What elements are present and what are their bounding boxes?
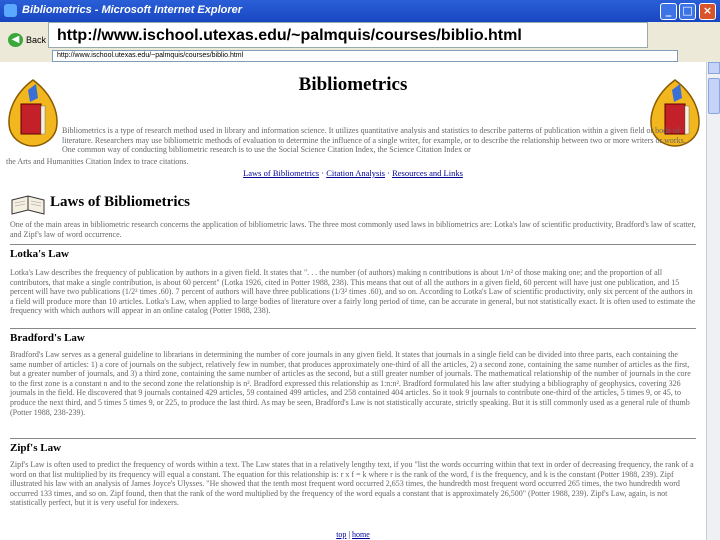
link-citation-analysis[interactable]: Citation Analysis — [326, 168, 385, 178]
back-button-label[interactable]: Back — [26, 35, 47, 45]
scroll-thumb[interactable] — [708, 78, 720, 114]
vertical-scrollbar[interactable] — [706, 62, 720, 540]
section-heading-lotka: Lotka's Law — [10, 248, 69, 260]
link-home[interactable]: home — [352, 530, 370, 539]
scroll-up-button[interactable] — [708, 62, 720, 74]
laws-intro: One of the main areas in bibliometric research concerns the application of bibliometric laws. The three most commonly used laws in bibliometrics are: Lotka's law of scientific productivity, Bradford's law of scatter, and Zipf's law of word occurrence. — [10, 220, 696, 239]
section-heading-bradford: Bradford's Law — [10, 332, 85, 344]
laws-heading: Laws of Bibliometrics — [50, 194, 190, 210]
link-laws[interactable]: Laws of Bibliometrics — [243, 168, 320, 178]
page-content — [0, 62, 706, 540]
minimize-button[interactable]: _ — [660, 3, 677, 20]
top-links: Laws of Bibliometrics · Citation Analysis · Resources and Links — [243, 168, 463, 178]
divider — [10, 328, 696, 329]
ie-logo-icon — [4, 4, 17, 17]
link-resources[interactable]: Resources and Links — [392, 168, 463, 178]
open-book-icon — [10, 194, 46, 216]
close-button[interactable]: × — [699, 3, 716, 20]
title-bar — [0, 0, 720, 22]
page-title: Bibliometrics — [298, 74, 408, 95]
window-title: Bibliometrics - Microsoft Internet Explorer — [22, 4, 243, 16]
link-top[interactable]: top — [336, 530, 347, 539]
bottom-nav: top | home — [336, 530, 370, 539]
section-heading-zipf: Zipf's Law — [10, 442, 62, 454]
url-caption: http://www.ischool.utexas.edu/~palmquis/courses/biblio.html — [48, 22, 648, 48]
divider — [10, 244, 696, 245]
intro-paragraph: Bibliometrics is a type of research method used in library and information science. It utilizes quantitative analysis and statistics to describe patterns of publication within a given field or body of literature. Researchers may use bibliometric methods of evaluation to determine the influence of a single writer, for example, or to describe the relationship between two or more writers or works. One common way of conducting bibliometric research is to use the Social Science Citation Index, the Science Citation Index or — [62, 126, 686, 154]
section-text-lotka: Lotka's Law describes the frequency of publication by authors in a given field. It states that ". . . the number (of authors) making n contributions is about 1/n² of those making one; and the proportion of all contributors, that make a single contribution, is about 60 percent" (Lotka 1926, cited in Potter 1988, 238). This means that out of all the authors in a given field, 60 percent will have just one publication, and 15 percent will have two publications (1/2² times .60). 7 percent of authors will have three publications (1/3² times .60), and so on. According to Lotka's Law of scientific productivity, only six percent of the authors in a field will produce more than 10 articles. Lotka's Law, when applied to large bodies of literature over a fairly long period of time, can be accurate in general, but not statistically exact. It is often used to estimate the frequency with which authors will appear in an online catalog (Potter 1988, 238). — [10, 268, 696, 316]
divider — [10, 438, 696, 439]
address-field[interactable]: http://www.ischool.utexas.edu/~palmquis/courses/biblio.html — [52, 50, 678, 62]
maximize-button[interactable]: □ — [679, 3, 696, 20]
section-text-zipf: Zipf's Law is often used to predict the frequency of words within a text. The Law states that in a relatively lengthy text, if you "list the words occurring within that text in order of decreasing frequency, the rank of a word on that list multiplied by its frequency will equal a constant. The equation for this relationship is: r x f = k where r is the rank of the word, f is the frequency, and k is the constant (Potter 1988, 239). Zipf illustrated his law with an analysis of James Joyce's Ulysses. "He showed that the tenth most frequent word occurred 2,653 times, the hundredth most frequent word occurred 265 times, the two hundredth word occurred 133 times, and so on. Zipf found, then that the rank of the word multiplied by the frequency of the word equals a constant that is approximately 26,500" (Potter 1988, 239). Zipf's Law, again, is not statistically perfect, but it is very useful for indexers. — [10, 460, 694, 508]
section-text-bradford: Bradford's Law serves as a general guideline to librarians in determining the number of core journals in any given field. It states that journals in a single field can be divided into three parts, each containing the same number of articles: 1) a core of journals on the subject, relatively few in number, that produces approximately one-third of all the articles, 2) a second zone, containing the same number of articles as the first, but a greater number of journals, and 3) a third zone, containing the same number of articles as the second, but a still greater number of journals. The mathematical relationship of the number of journals in the core to the first zone is a constant n and to the second zone the relationship is n². Bradford expressed this relationship as 1:n:n². Bradford formulated his law after studying a bibliography of geophysics, covering 326 journals in the field. He discovered that 9 journals contained 429 articles, 59 contained 499 articles, and 258 contained 404 articles. So it took 9 journals to contribute one-third of the articles, 5 times 9, or 45, to produce the next third, and 5 times 5 times 9, or 225, to produce the last third. As may be seen, Bradford's Law is not statistically accurate, strictly speaking. But it is still commonly used as a general rule of thumb (Potter 1988, 238-239). — [10, 350, 691, 417]
back-arrow-icon[interactable]: ◀ — [8, 33, 23, 47]
intro-paragraph-cont: the Arts and Humanities Citation Index to trace citations. — [6, 157, 189, 166]
